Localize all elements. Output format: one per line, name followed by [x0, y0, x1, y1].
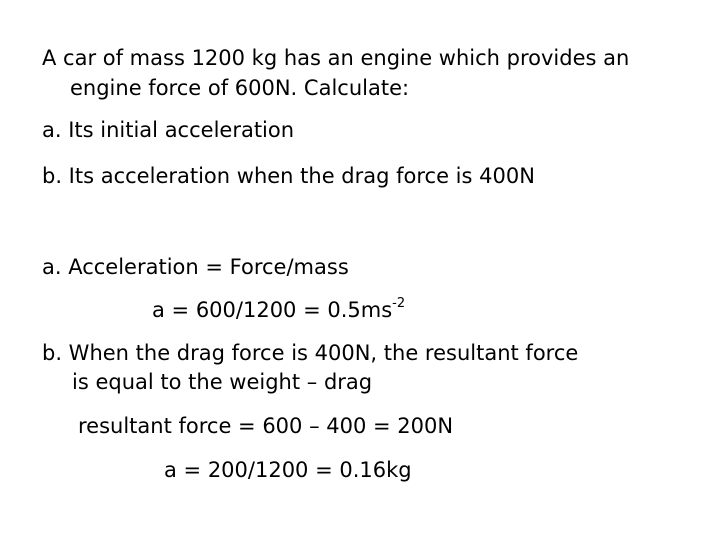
answer-b-line-1: b. When the drag force is 400N, the resultant force	[42, 341, 579, 365]
answer-b-line-2: is equal to the weight – drag	[72, 370, 373, 394]
answer-b-calculation: a = 200/1200 = 0.16kg	[164, 458, 412, 482]
answer-b-resultant-force: resultant force = 600 – 400 = 200N	[78, 414, 454, 438]
answer-a-calculation	[152, 296, 405, 324]
answer-a-formula: a. Acceleration = Force/mass	[42, 255, 349, 279]
answer-a-calculation-text: a = 600/1200 = 0.5ms	[152, 298, 393, 322]
answer-a-unit-exponent: -2	[392, 296, 406, 311]
question-intro-line-1: A car of mass 1200 kg has an engine which provides an	[42, 46, 630, 70]
question-part-b: b. Its acceleration when the drag force is 400N	[42, 164, 535, 188]
question-intro-line-2: engine force of 600N. Calculate:	[70, 76, 410, 100]
question-part-a: a. Its initial acceleration	[42, 118, 295, 142]
